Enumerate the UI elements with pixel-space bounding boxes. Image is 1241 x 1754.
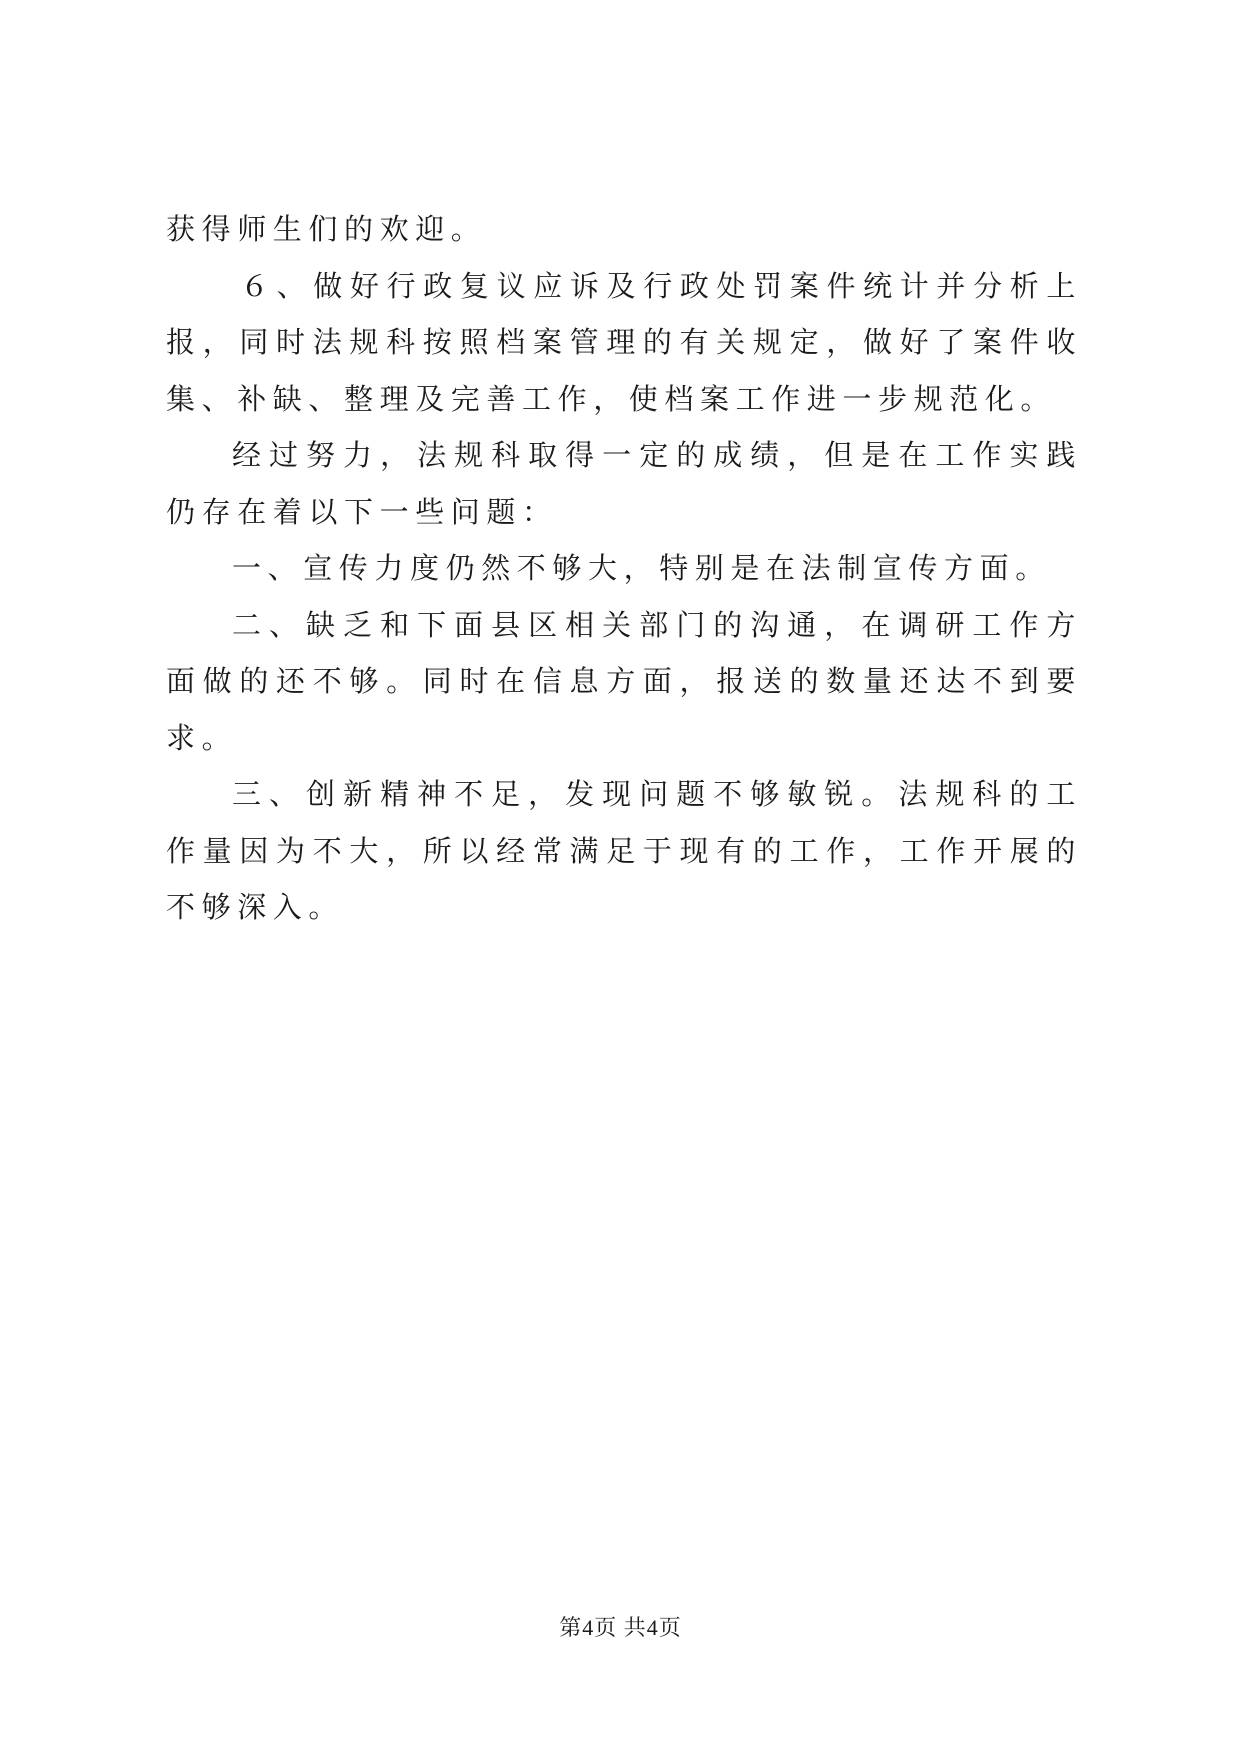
paragraph-problem-1: 一、宣传力度仍然不够大，特别是在法制宣传方面。 [232, 551, 1051, 585]
paragraph-problem-2: 二、缺乏和下面县区相关部门的沟通，在调研工作方面做的还不够。同时在信息方面，报送的数量还达不到要求。 [166, 607, 1082, 755]
paragraph-summary: 经过努力，法规科取得一定的成绩，但是在工作实践仍存在着以下一些问题： [166, 438, 1082, 529]
document-body [166, 201, 1082, 936]
paragraph-continuation: 获得师生们的欢迎。 [166, 212, 487, 246]
page-footer: 第4页 共4页 [559, 1615, 682, 1640]
paragraph-item-6: ６、做好行政复议应诉及行政处罚案件统计并分析上报，同时法规科按照档案管理的有关规定，做好了案件收集、补缺、整理及完善工作，使档案工作进一步规范化。 [166, 268, 1082, 416]
paragraph-problem-3: 三、创新精神不足，发现问题不够敏锐。法规科的工作量因为不大，所以经常满足于现有的工作，工作开展的不够深入。 [166, 777, 1082, 924]
